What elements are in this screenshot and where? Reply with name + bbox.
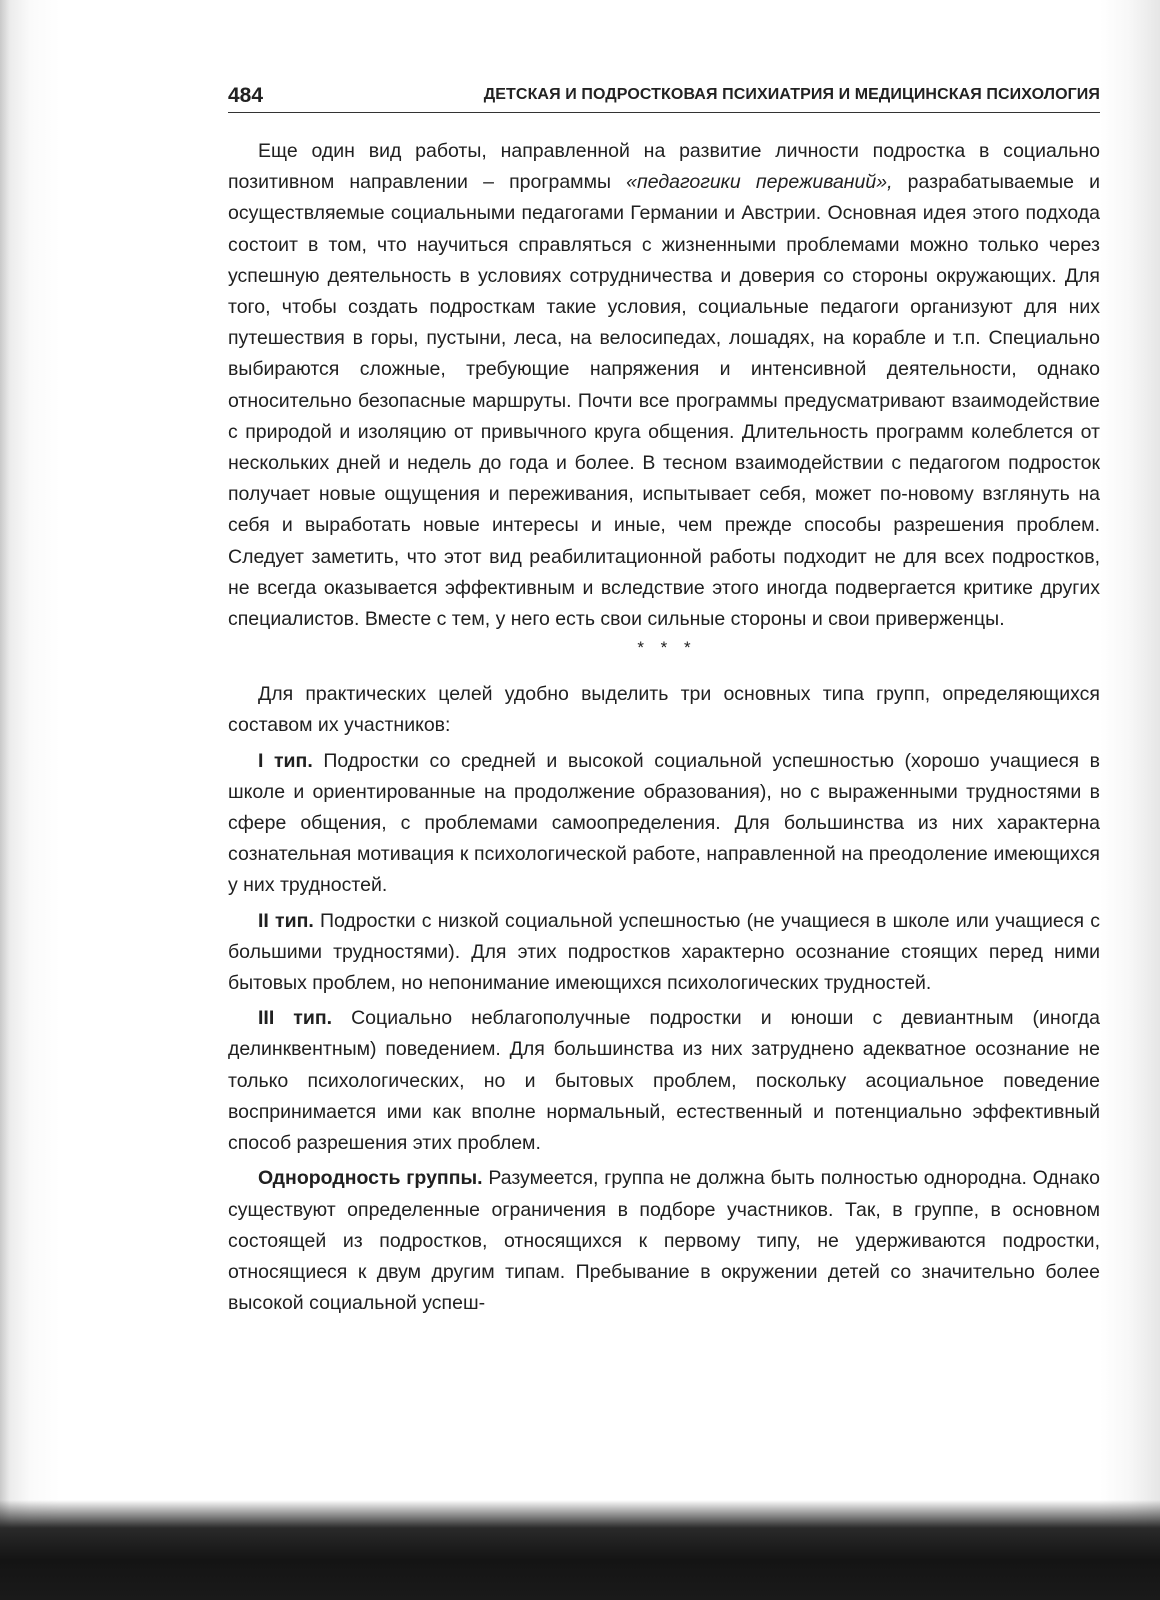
type-label: I тип. <box>258 749 313 772</box>
type-label: II тип. <box>258 909 314 932</box>
paragraph-text: Подростки со средней и высокой социальной успешностью (хорошо учащиеся в школе и ориентированные на продолжение образования), но с выраженными трудностями в сфере общения, с проблемами самоопределения. Для большинства из них характерна сознательная мотивация к психологической работе, направленной на преодоление имеющихся у них трудностей. <box>228 749 1100 897</box>
page-header <box>228 84 1100 113</box>
italic-term: «педагогики переживаний», <box>626 171 893 194</box>
paragraph-text: Для практических целей удобно выделить три основных типа групп, определяющихся составом их участников: <box>228 683 1100 737</box>
paragraph-text: Разумеется, группа не должна быть полностью однородна. Однако существуют определенные ограничения в подборе участников. Так, в группе, в основном состоящей из подростков, относящихся к первому типу, не удерживаются подростки, относящиеся к двум другим типам. Пребывание в окружении детей со значительно более высокой социальной успеш- <box>228 1167 1100 1315</box>
paragraph-text: разрабатываемые и осуществляемые социальными педагогами Германии и Австрии. Основная идея этого подхода состоит в том, что научиться справляться с жизненными проблемами можно только через успешную деятельность в условиях сотрудничества и доверия со стороны окружающих. Для того, чтобы создать подросткам такие условия, социальные педагоги организуют для них путешествия в горы, пустыни, леса, на велосипедах, лошадях, на корабле и т.п. Специально выбираются сложные, требующие напряжения и интенсивной деятельности, однако относительно безопасные маршруты. Почти все программы предусматривают взаимодействие с природой и изоляцию от привычного круга общения. Длительность программ колеблется от нескольких дней и недель до года и более. В тесном взаимодействии с педагогом подросток получает новые ощущения и переживания, испытывает себя, может по-новому взглянуть на себя и выработать новые интересы и иные, чем прежде способы разрешения проблем. Следует заметить, что этот вид реабилитационной работы подходит не для всех подростков, не всегда оказывается эффективным и вследствие этого иногда подвергается критике других специалистов. Вместе с тем, у него есть свои сильные стороны и свои приверженцы. <box>228 171 1101 631</box>
paragraph-text: Еще один вид работы, направленной на развитие личности подростка в социально позитивном направлении – программы <box>228 140 1100 194</box>
paragraph-type-3 <box>228 1003 1100 1159</box>
type-label: III тип. <box>258 1007 333 1030</box>
paragraph-type-2 <box>228 906 1100 1000</box>
scan-shadow <box>0 1500 1160 1600</box>
paragraph-type-1 <box>228 746 1100 902</box>
paragraph-group-types-intro <box>228 679 1100 741</box>
paragraph-group-homogeneity <box>228 1163 1100 1319</box>
section-separator: * * * <box>637 638 697 658</box>
paragraph-text: Социально неблагополучные подростки и юноши с девиантным (иногда делинквентным) поведением. Для большинства из них затруднено адекватное осознание не только психологических, но и бытовых проблем, поскольку асоциальное поведение воспринимается ими как вполне нормальный, естественный и потенциально эффективный способ разрешения этих проблем. <box>228 1007 1100 1155</box>
section-label: Однородность группы. <box>258 1167 483 1190</box>
running-title: ДЕТСКАЯ И ПОДРОСТКОВАЯ ПСИХИАТРИЯ И МЕДИЦИНСКАЯ ПСИХОЛОГИЯ <box>483 86 1100 103</box>
page-number: 484 <box>228 84 264 107</box>
paragraph-text: Подростки с низкой социальной успешностью (не учащиеся в школе или учащиеся с большими трудностями). Для этих подростков характерно осознание стоящих перед ними бытовых проблем, но непонимание имеющихся психологических трудностей. <box>228 909 1100 995</box>
body-text <box>228 136 1100 1319</box>
paragraph-experiential-pedagogy <box>228 136 1100 635</box>
